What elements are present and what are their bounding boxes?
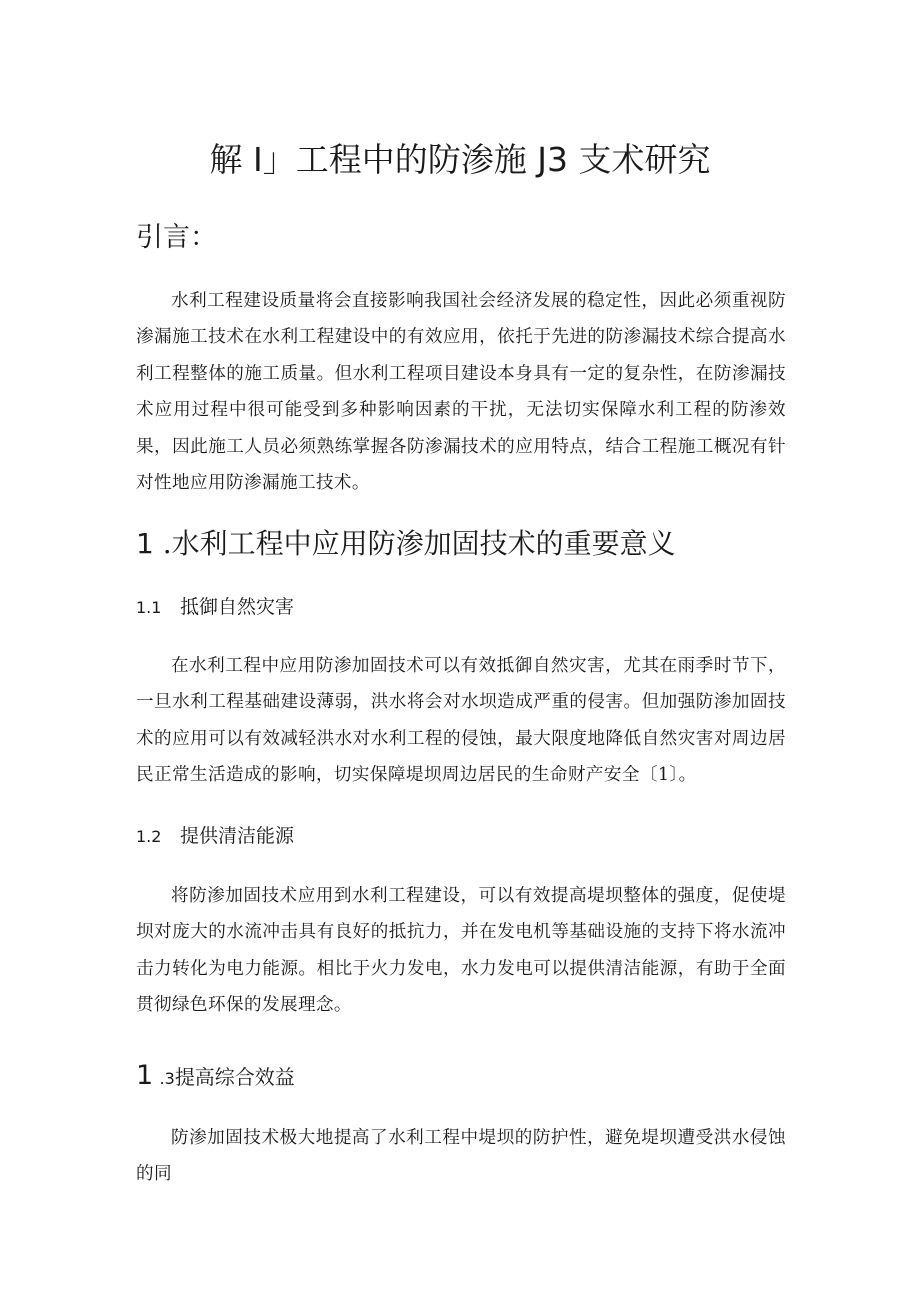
document-title: 解 I」工程中的防渗施 J3 支术研究 [209, 140, 711, 179]
subsection-1-2-paragraph: 将防渗加固技术应用到水利工程建设，可以有效提高堤坝整体的强度，促使堤坝对庞大的水流冲击具有良好的抵抗力，并在发电机等基础设施的支持下将水流冲击力转化为电力能源。相比于火力发电，水力发电可以提供清洁能源，有助于全面贯彻绿色环保的发展理念。 [136, 886, 786, 1016]
intro-heading: 引言： [136, 222, 217, 253]
subsection-1-3-number-major: 1 [136, 1060, 154, 1091]
subsection-1-3-title: 提高综合效益 [174, 1065, 295, 1089]
subsection-1-1-number: 1.1 [136, 598, 162, 617]
section-1-heading [136, 524, 676, 564]
subsection-1-2-number: 1.2 [136, 827, 162, 846]
subsection-1-1-paragraph: 在水利工程中应用防渗加固技术可以有效抵御自然灾害，尤其在雨季时节下，一旦水利工程基础建设薄弱，洪水将会对水坝造成严重的侵害。但加强防渗加固技术的应用可以有效减轻洪水对水利工程的侵蚀，最大限度地降低自然灾害对周边居民正常生活造成的影响，切实保障堤坝周边居民的生命财产安全〔1〕。 [136, 656, 786, 786]
section-1-number: 1 [136, 527, 154, 560]
intro-paragraph: 水利工程建设质量将会直接影响我国社会经济发展的稳定性，因此必须重视防渗漏施工技术在水利工程建设中的有效应用，依托于先进的防渗漏技术综合提高水利工程整体的施工质量。但水利工程项目建设本身具有一定的复杂性，在防渗漏技术应用过程中很可能受到多种影响因素的干扰，无法切实保障水利工程的防渗效果，因此施工人员必须熟练掌握各防渗漏技术的应用特点，结合工程施工概况有针对性地应用防渗漏施工技术。 [136, 291, 786, 494]
subsection-1-2-title: 提供清洁能源 [180, 825, 295, 847]
section-1-title: .水利工程中应用防渗加固技术的重要意义 [162, 527, 676, 560]
subsection-1-3-number-minor: .3 [159, 1069, 175, 1088]
subsection-1-3-paragraph: 防渗加固技术极大地提高了水利工程中堤坝的防护性，避免堤坝遭受洪水侵蚀的同 [136, 1128, 786, 1185]
subsection-1-1-heading [136, 592, 294, 623]
subsection-1-2-heading [136, 821, 294, 852]
subsection-1-1-title: 抵御自然灾害 [180, 596, 295, 618]
subsection-1-3-heading [136, 1060, 295, 1095]
